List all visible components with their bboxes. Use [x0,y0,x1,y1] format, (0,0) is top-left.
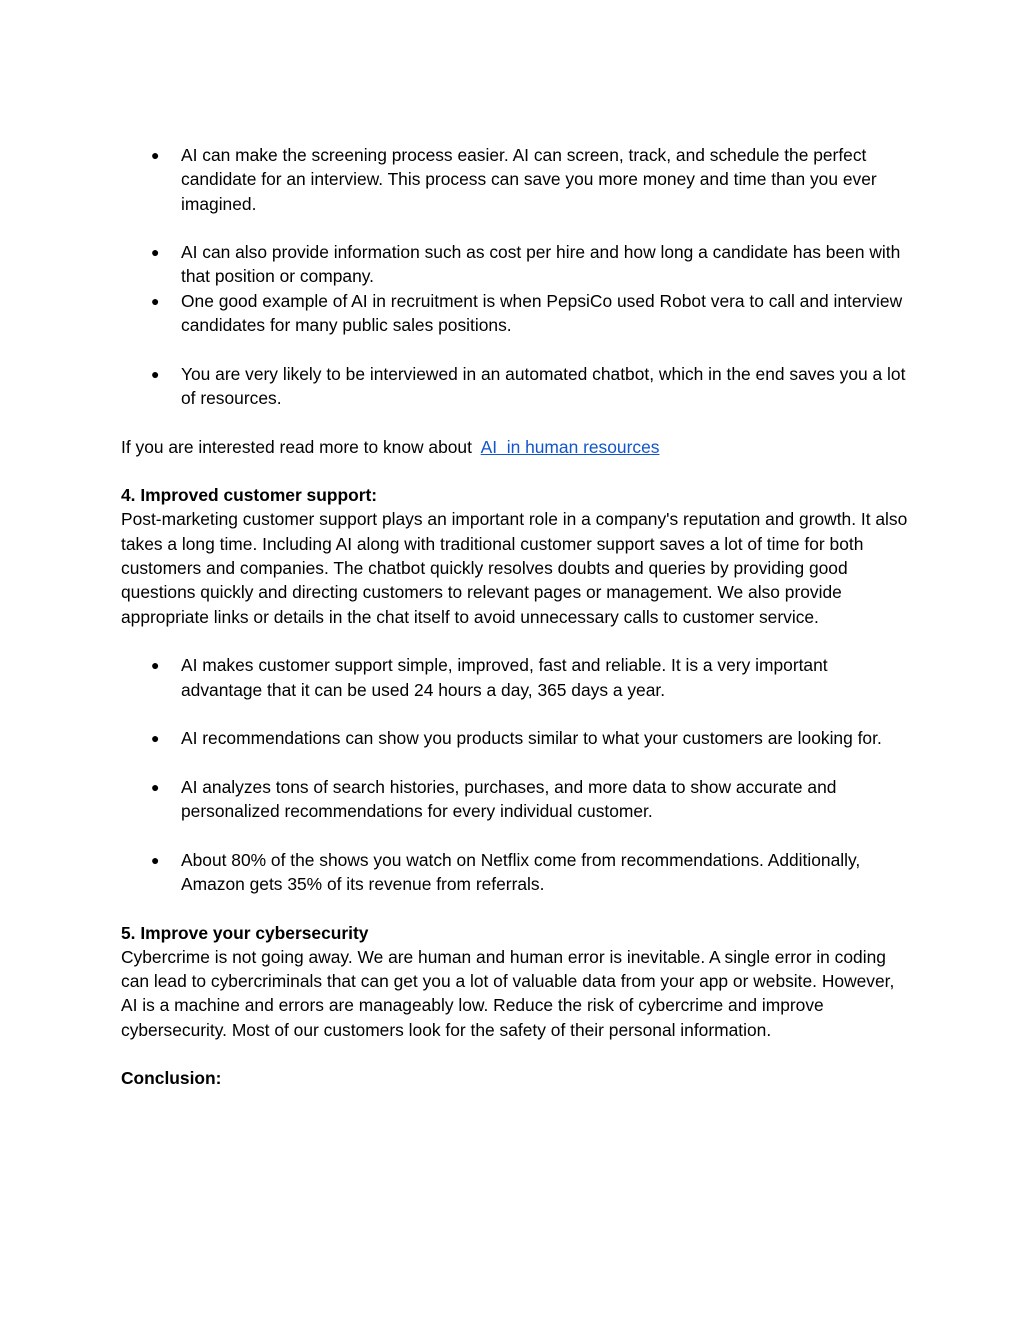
ai-in-hr-link[interactable]: AI in human resources [480,436,660,457]
list-item [121,143,911,216]
list-item [121,289,911,338]
read-more-paragraph [121,435,911,459]
spacer [121,410,911,434]
bullet-icon: ● [151,851,160,868]
list-item-text: One good example of AI in recruitment is when PepsiCo used Robot vera to call and interview candidates for many public sales positions. [181,290,903,336]
list-item-text: AI can also provide information such as cost per hire and how long a candidate has been with that position or company. [181,242,901,287]
customer-support-bullet-list [121,653,911,896]
customer-support-heading: 4. Improved customer support: [121,485,378,506]
read-more-text: If you are interested read more to know about [121,436,477,457]
list-item-text: AI analyzes tons of search histories, purchases, and more data to show accurate and personalized recommendations for every individual customer. [181,776,837,822]
spacer [121,629,911,653]
bullet-icon: ● [151,365,160,382]
customer-support-body: Post-marketing customer support plays an important role in a company's reputation and growth. It also takes a long time. Including AI along with traditional customer support saves a lot of time for both customers and companies. The chatbot quickly resolves doubts and queries by providing good questions quickly and directing customers to relevant pages or management. We also provide appropriate links or details in the chat itself to avoid unnecessary calls to customer service. [121,509,908,627]
cybersecurity-body: Cybercrime is not going away. We are human and human error is inevitable. A single error in coding can lead to cybercriminals that can get you a lot of valuable data from your app or website. However, AI is a machine and errors are manageably low. Reduce the risk of cybercrime and improve cybersecurity. Most of our customers look for the safety of their personal information. [121,946,895,1040]
list-item-text: AI makes customer support simple, improved, fast and reliable. It is a very important advantage that it can be used 24 hours a day, 365 days a year. [181,655,828,700]
spacer [121,896,911,920]
spacer [121,459,911,483]
document-page [121,143,911,1091]
list-item [121,240,911,289]
bullet-icon: ● [151,244,160,261]
list-item [121,848,911,897]
spacer [121,337,911,361]
list-item [121,775,911,824]
list-item-text: About 80% of the shows you watch on Netflix come from recommendations. Additionally, Amazon gets 35% of its revenue from referrals. [181,849,861,894]
spacer [121,216,911,240]
bullet-icon: ● [151,657,160,674]
list-item [121,726,911,750]
list-item [121,362,911,411]
spacer [121,702,911,726]
list-item [121,653,911,702]
bullet-icon: ● [151,730,160,747]
cybersecurity-heading: 5. Improve your cybersecurity [121,922,369,943]
spacer [121,750,911,774]
hr-bullet-list [121,143,911,410]
list-item-text: You are very likely to be interviewed in an automated chatbot, which in the end saves you a lot of resources. [181,363,906,408]
bullet-icon: ● [151,147,160,163]
spacer [121,1042,911,1066]
bullet-icon: ● [151,778,160,795]
list-item-text: AI recommendations can show you products similar to what your customers are looking for. [181,728,882,749]
list-item-text: AI can make the screening process easier. AI can screen, track, and schedule the perfect candidate for an interview. This process can save you more money and time than you ever imagined. [181,145,877,214]
bullet-icon: ● [151,292,160,309]
conclusion-heading: Conclusion: [121,1068,222,1089]
spacer [121,823,911,847]
